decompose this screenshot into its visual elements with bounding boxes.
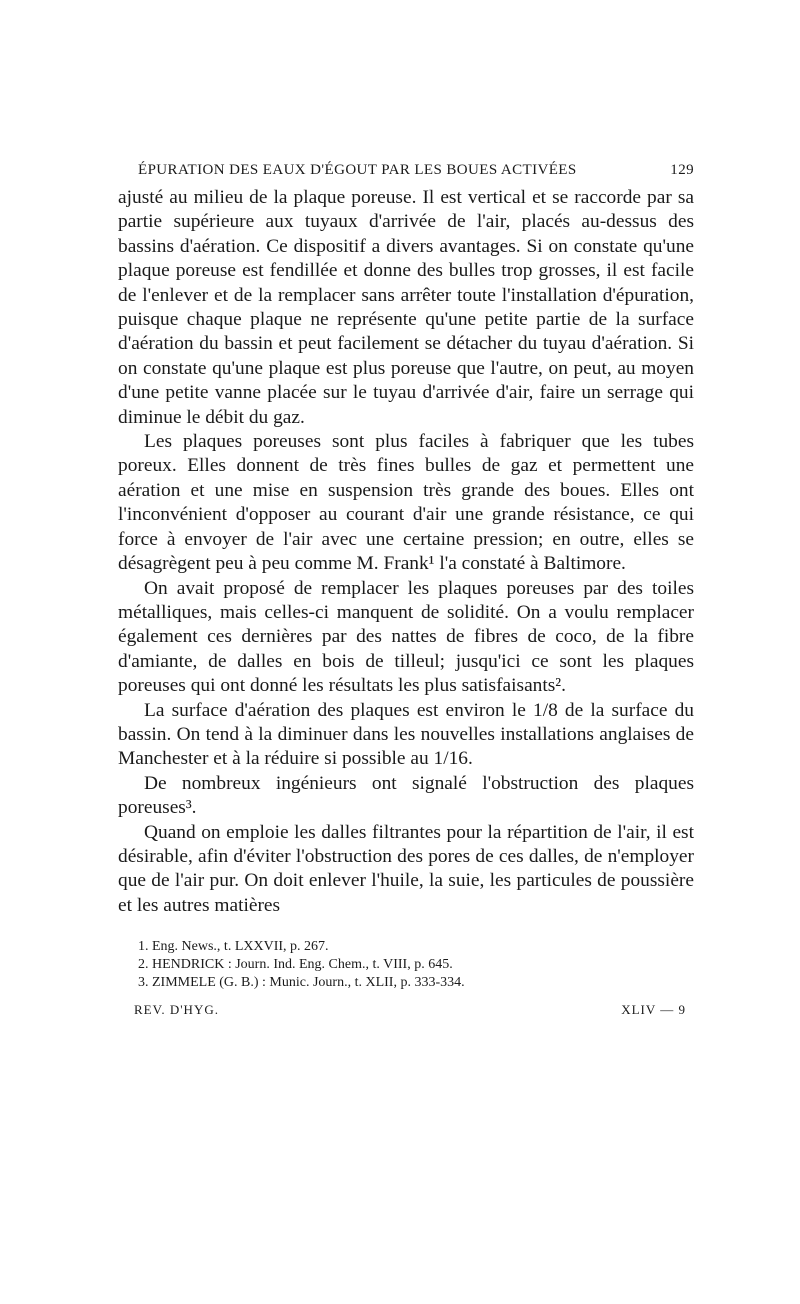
signature-volume: XLIV — 9 bbox=[621, 1002, 686, 1018]
running-head-title: ÉPURATION DES EAUX D'ÉGOUT PAR LES BOUES ACTIVÉES bbox=[138, 162, 577, 178]
paragraph: De nombreux ingénieurs ont signalé l'obstruction des plaques poreuses³. bbox=[118, 772, 694, 819]
paragraph: La surface d'aération des plaques est environ le 1/8 de la surface du bassin. On tend à la diminuer dans les nouvelles installations anglaises de Manchester et à la réduire si possible au 1/16. bbox=[118, 699, 694, 770]
paragraph: On avait proposé de remplacer les plaques poreuses par des toiles métalliques, mais celles-ci manquent de solidité. On a voulu remplacer également ces dernières par des nattes de fibres de coco, de la fibre d'amiante, de dalles en bois de tilleul; jusqu'ici ce sont les plaques poreuses qui ont donné les résultats les plus satisfaisants². bbox=[118, 577, 694, 697]
footnote: 2. HENDRICK : Journ. Ind. Eng. Chem., t. VIII, p. 645. bbox=[138, 957, 453, 973]
paragraph: ajusté au milieu de la plaque poreuse. Il est vertical et se raccorde par sa partie supérieure aux tuyaux d'arrivée de l'air, placés au-dessus des bassins d'aération. Ce dispositif a divers avantages. Si on constate qu'une plaque poreuse est fendillée et donne des bulles trop grosses, il est facile de l'enlever et de la remplacer sans arrêter toute l'installation d'épuration, puisque chaque plaque ne représente qu'une petite partie de la surface d'aération du bassin et peut facilement se détacher du tuyau d'aération. Si on constate qu'une plaque est plus poreuse que l'autre, on peut, au moyen d'une petite vanne placée sur le tuyau d'arrivée d'air, faire un serrage qui diminue le débit du gaz. bbox=[118, 187, 694, 428]
footnotes bbox=[118, 938, 694, 992]
running-head bbox=[118, 160, 694, 180]
footnote: 1. Eng. News., t. LXXVII, p. 267. bbox=[138, 939, 329, 955]
signature-journal: REV. D'HYG. bbox=[134, 1002, 219, 1018]
footnote: 3. ZIMMELE (G. B.) : Munic. Journ., t. XLII, p. 333-334. bbox=[138, 975, 465, 991]
signature-line bbox=[118, 1002, 694, 1018]
paragraph: Les plaques poreuses sont plus faciles à fabriquer que les tubes poreux. Elles donnent de très fines bulles de gaz et permettent une aération et une mise en suspension très grande des boues. Elles ont l'inconvénient d'opposer au courant d'air une grande résistance, ce qui force à envoyer de l'air avec une certaine pression; en outre, elles se désagrègent peu à peu comme M. Frank¹ l'a constaté à Baltimore. bbox=[118, 431, 694, 575]
paragraph: Quand on emploie les dalles filtrantes pour la répartition de l'air, il est désirable, afin d'éviter l'obstruction des pores de ces dalles, de n'employer que de l'air pur. On doit enlever l'huile, la suie, les particules de poussière et les autres matières bbox=[118, 821, 694, 916]
body-text bbox=[118, 186, 694, 918]
book-page bbox=[118, 160, 694, 1018]
page-number: 129 bbox=[670, 162, 694, 178]
